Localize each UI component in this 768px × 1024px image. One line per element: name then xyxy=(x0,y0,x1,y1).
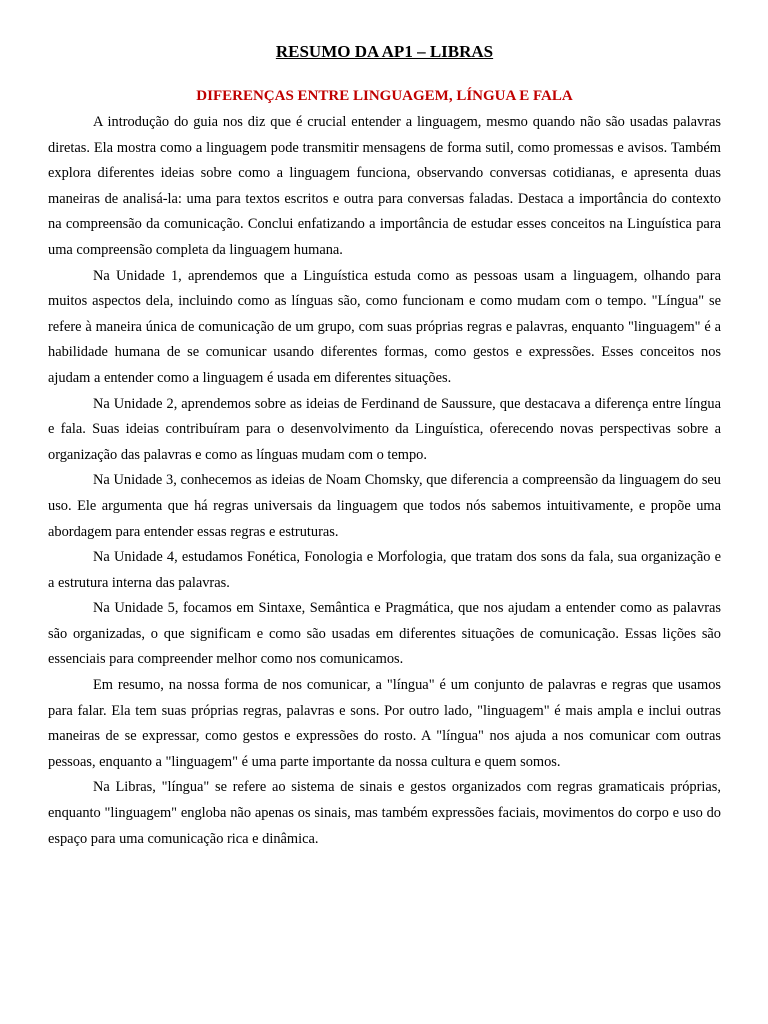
paragraph-libras: Na Libras, "língua" se refere ao sistema de sinais e gestos organizados com regras gramaticais próprias, enquanto "linguagem" engloba não apenas os sinais, mas também expressões faciais, movimentos do corpo e uso do espaço para uma comunicação rica e dinâmica. xyxy=(48,779,721,847)
paragraph-resumo: Em resumo, na nossa forma de nos comunicar, a "língua" é um conjunto de palavras e regras que usamos para falar. Ela tem suas próprias regras, palavras e sons. Por outro lado, "linguagem" é mais ampla e inclui outras maneiras de se expressar, como gestos e expressões do rosto. A "língua" nos ajuda a nos comunicar com outras pessoas, enquanto a "linguagem" é uma parte importante da nossa cultura e quem somos. xyxy=(48,677,721,770)
paragraph-unidade-4: Na Unidade 4, estudamos Fonética, Fonologia e Morfologia, que tratam dos sons da fala, sua organização e a estrutura interna das palavras. xyxy=(48,549,721,591)
paragraph-introduction: A introdução do guia nos diz que é crucial entender a linguagem, mesmo quando não são usadas palavras diretas. Ela mostra como a linguagem pode transmitir mensagens de forma sutil, como promessas e avisos. Também explora diferentes ideias sobre como a linguagem funciona, observando conversas cotidianas, e apresenta duas maneiras de analisá-la: uma para textos escritos e outra para conversas faladas. Destaca a importância do contexto na compreensão da comunicação. Conclui enfatizando a importância de estudar esses conceitos na Linguística para uma compreensão completa da linguagem humana. xyxy=(48,114,721,258)
section-title: DIFERENÇAS ENTRE LINGUAGEM, LÍNGUA E FALA xyxy=(196,88,573,104)
document-page xyxy=(48,40,721,852)
paragraph-unidade-5: Na Unidade 5, focamos em Sintaxe, Semântica e Pragmática, que nos ajudam a entender como as palavras são organizadas, o que significam e como são usadas em diferentes situações de comunicação. Essas lições são essenciais para compreender melhor como nos comunicamos. xyxy=(48,600,721,668)
paragraph-unidade-3: Na Unidade 3, conhecemos as ideias de Noam Chomsky, que diferencia a compreensão da linguagem do seu uso. Ele argumenta que há regras universais da linguagem que todos nós sabemos intuitivamente, e propõe uma abordagem para entender essas regras e estruturas. xyxy=(48,472,721,540)
paragraph-unidade-1: Na Unidade 1, aprendemos que a Linguística estuda como as pessoas usam a linguagem, olhando para muitos aspectos dela, incluindo como as línguas são, como funcionam e como mudam com o tempo. "Língua" se refere à maneira única de comunicação de um grupo, com suas próprias regras e palavras, enquanto "linguagem" é a habilidade humana de se comunicar usando diferentes formas, como gestos e expressões. Esses conceitos nos ajudam a entender como a linguagem é usada em diferentes situações. xyxy=(48,267,721,386)
document-title: RESUMO DA AP1 – LIBRAS xyxy=(275,42,494,61)
paragraph-unidade-2: Na Unidade 2, aprendemos sobre as ideias de Ferdinand de Saussure, que destacava a diferença entre língua e fala. Suas ideias contribuíram para o desenvolvimento da Linguística, oferecendo novas perspectivas sobre a organização das palavras e como as línguas mudam com o tempo. xyxy=(48,395,721,463)
